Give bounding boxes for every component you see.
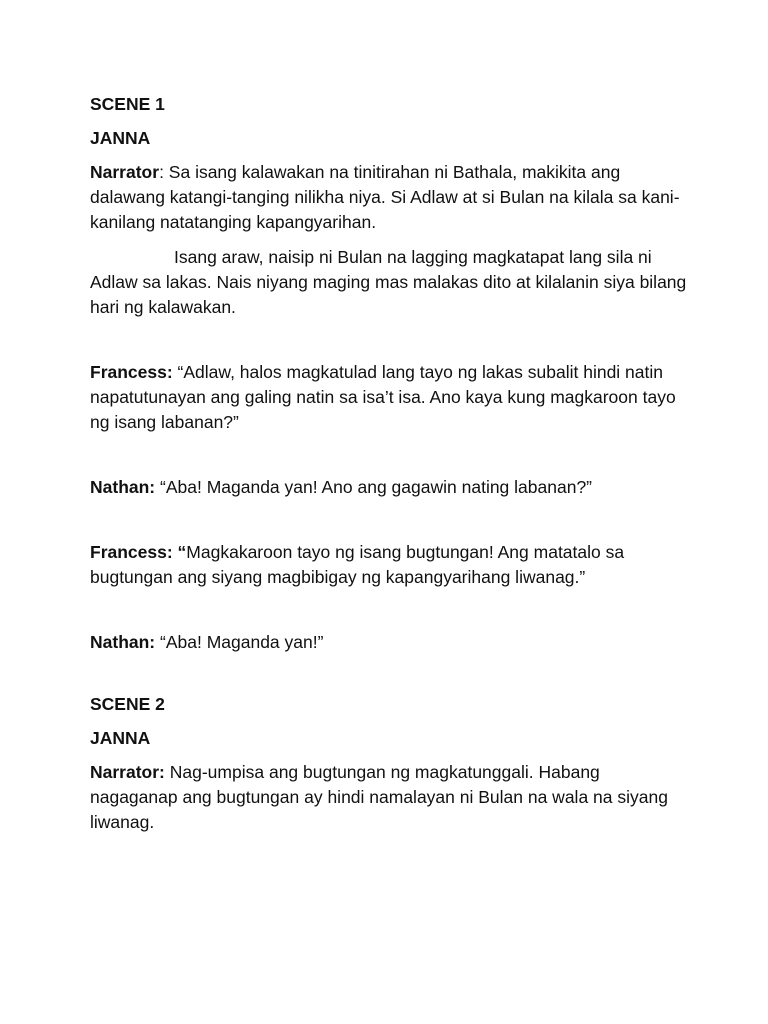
dialogue-text: “Adlaw, halos magkatulad lang tayo ng lakas subalit hindi natin napatutunayan ang galing natin sa isa’t isa. Ano kaya kung magkaroon tayo ng isang labanan?”: [90, 362, 676, 432]
dialogue-line: [90, 630, 690, 655]
speaker-label: Nathan:: [90, 632, 156, 652]
dialogue-line: [90, 360, 690, 435]
scene-1-narration: [90, 160, 690, 235]
narrator-text: Nag-umpisa ang bugtungan ng magkatunggali. Habang nagaganap ang bugtungan ay hindi namalayan ni Bulan na wala na siyang liwanag.: [90, 762, 668, 832]
narrator-colon: :: [159, 162, 164, 182]
speaker-label: Francess:: [90, 362, 173, 382]
scene-2-speaker: JANNA: [90, 728, 151, 748]
scene-2-narration: [90, 760, 690, 835]
dialogue-text: “Aba! Maganda yan!”: [155, 632, 324, 652]
scene-1-paragraph-2: Isang araw, naisip ni Bulan na lagging magkatapat lang sila ni Adlaw sa lakas. Nais niyang maging mas malakas dito at kilalanin siya bilang hari ng kalawakan.: [90, 247, 687, 317]
document-page: [90, 92, 690, 835]
speaker-label: Francess: “: [90, 542, 187, 562]
narrator-text: Sa isang kalawakan na tinitirahan ni Bathala, makikita ang dalawang katangi-tanging nilikha niya. Si Adlaw at si Bulan na kilala sa kani-kanilang natatanging kapangyarihan.: [90, 162, 680, 232]
narrator-label: Narrator: [90, 162, 160, 182]
narrator-label: Narrator:: [90, 762, 165, 782]
dialogue-line: [90, 540, 690, 590]
dialogue-text: Magkakaroon tayo ng isang bugtungan! Ang matatalo sa bugtungan ang siyang magbibigay ng kapangyarihang liwanag.”: [90, 542, 625, 587]
scene-1-speaker: JANNA: [90, 128, 151, 148]
scene-1-heading: SCENE 1: [90, 94, 165, 114]
dialogue-line: [90, 475, 690, 500]
scene-2-heading: SCENE 2: [90, 694, 165, 714]
speaker-label: Nathan:: [90, 477, 156, 497]
dialogue-text: “Aba! Maganda yan! Ano ang gagawin nating labanan?”: [155, 477, 592, 497]
